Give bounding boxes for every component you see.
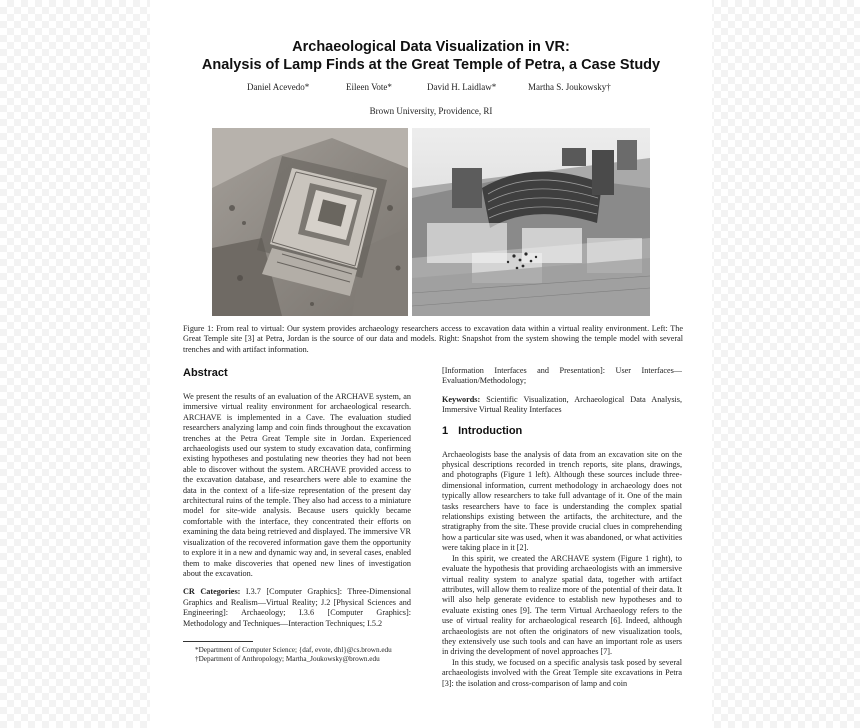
cr-categories	[183, 587, 411, 629]
cr-categories-text: I.3.7 [Computer Graphics]: Three-Dimensional Graphics and Realism—Virtual Reality; J.2 [Physical Sciences and Engineering]: Archaeology; I.3.6 [Computer Graphics]: Methodology and Techniques—Interaction Techniques; I.5.2	[183, 587, 412, 628]
keywords-text: Scientific Visualization, Archaeological Data Analysis, Immersive Virtual Reality Interfaces	[442, 394, 683, 415]
intro-paragraph-2: In this spirit, we created the ARCHAVE system (Figure 1 right), to evaluate the hypothesis that providing archaeologists with an immersive virtual reality system to analyze spatial data, together with artifact attributes, will allow them to realize more of the potential of their data. It will also help generate evidence to establish new hypotheses and to evaluate existing ones [9]. The term Virtual Archaeology refers to the use of virtual reality for archaeological research [6]. Indeed, although archaeologists are not often the originators of new visualization tools, they extensively use such tools and can have an important role as users in driving the development of novel approaches [7].	[442, 553, 682, 657]
abstract-text: We present the results of an evaluation of the ARCHAVE system, an immersive virtual reality environment for archaeological research. ARCHAVE is implemented in a Cave. The evaluation studied researchers analyzing lamp and coin finds throughout the excavation trenches at the Petra Great Temple site in Jordan. Experienced archaeologists used our system to study excavation data, confirming existing hypotheses and postulating new theories they had not been able to discover without the system. ARCHAVE provided access to the excavation database, and researchers were able to examine the data in the context of a life-size representation of the present day architectural ruins of the temple. They also had access to a miniature model for site-wide analysis. Because users quickly became comfortable with the interface, they concentrated their efforts on examining the data being retrieved and displayed. The immersive VR visualization of the recovered information gave them the opportunity to explore it in a new and dynamic way and, in several cases, enabled them to make discoveries that opened new lines of investigation about the excavation.	[183, 392, 411, 578]
paper-title-line-1: Archaeological Data Visualization in VR:	[292, 39, 570, 55]
vr-model-illustration	[412, 128, 650, 316]
section-number: 1	[442, 424, 449, 437]
left-column	[183, 366, 411, 664]
cr-categories-continued: [Information Interfaces and Presentation]: User Interfaces—Evaluation/Methodology;	[442, 366, 682, 386]
affiliation: Brown University, Providence, RI	[369, 106, 493, 116]
site-photo-illustration	[212, 128, 408, 316]
keywords-label: Keywords:	[442, 394, 481, 404]
section-title: Introduction	[458, 424, 523, 437]
author-4: Martha S. Joukowsky†	[528, 82, 611, 92]
footnote-1: *Department of Computer Science; {daf, evote, dhl}@cs.brown.edu	[195, 645, 392, 654]
figure-vr-snapshot	[412, 128, 650, 316]
footnote-2: †Department of Anthropology; Martha_Joukowsky@brown.edu	[195, 654, 380, 663]
paper-title-line-2: Analysis of Lamp Finds at the Great Temple of Petra, a Case Study	[201, 57, 661, 73]
right-column	[442, 366, 682, 689]
intro-paragraph-1: Archaeologists base the analysis of data from an excavation site on the physical descriptions recorded in trench reports, site plans, drawings, and photographs (Figure 1 left). Although these sources include three-dimensional information, current methodology in archaeology does not typically allow researchers to take full advantage of it. One of the main tasks researchers have to face is understanding the complex spatial relationships existing between the artifacts, the architecture, and the stratigraphy from the site. These provide crucial clues in comprehending how a particular site was used, when it was abandoned, or what activities were taking place in it [2].	[442, 449, 682, 553]
author-list	[150, 82, 712, 96]
abstract-heading: Abstract	[183, 367, 228, 379]
cr-categories-label: CR Categories:	[183, 587, 241, 597]
author-2: Eileen Vote*	[346, 82, 392, 92]
intro-paragraph-3: In this study, we focused on a specific analysis task posed by several archaeologists involved with the Great Temple site excavations in Petra [3]: the isolation and cross-comparison of lamp and coin	[442, 657, 682, 688]
keywords	[442, 395, 682, 416]
author-1: Daniel Acevedo*	[247, 82, 310, 92]
introduction-heading	[442, 424, 682, 438]
author-3: David H. Laidlaw*	[427, 82, 497, 92]
figure-caption: Figure 1: From real to virtual: Our system provides archaeology researchers access to excavation data within a virtual reality environment. Left: The Great Temple site [3] at Petra, Jordan is the source of our data and models. Right: Snapshot from the system showing the temple model with several trenches and with artifact information.	[183, 324, 683, 354]
figure-site-photo	[212, 128, 408, 316]
paper-page	[150, 0, 712, 728]
footnote-rule	[183, 641, 253, 642]
